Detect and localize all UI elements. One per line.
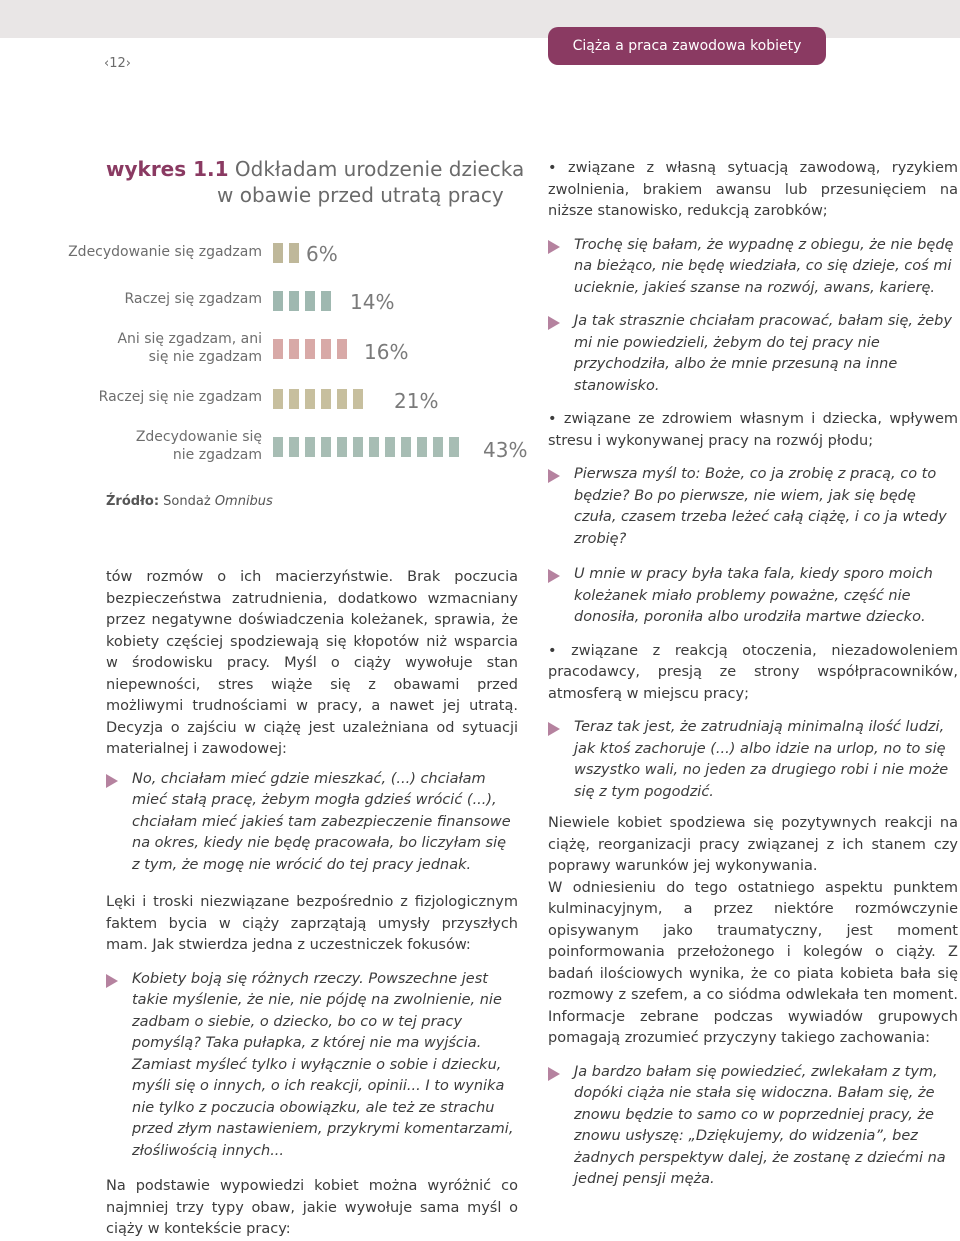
chart-title-line2: w obawie przed utratą pracy — [217, 183, 504, 207]
chart-bar-row — [273, 243, 299, 263]
chart-bar-segment — [353, 437, 363, 457]
chart-bar-segment — [353, 389, 363, 409]
chart-value-label: 16% — [364, 340, 409, 364]
quote: Ja tak strasznie chciałam pracować, bałam się, żeby mi nie powiedzieli, żebym do tej pracy nie przychodziła, albo że mnie przesuną na inne stanowisko. — [548, 311, 958, 397]
chart-title — [106, 156, 524, 208]
chart-bar-segment — [289, 437, 299, 457]
chart-bar-segment — [337, 339, 347, 359]
chart-value-label: 6% — [306, 242, 338, 266]
quote: No, chciałam mieć gdzie mieszkać, (...) chciałam mieć stałą pracę, żebym mogła gdzieś wrócić (...), chciałam mieć jakieś tam zabezpieczenie finansowe na okres, kiedy nie będę pracowała, bo liczyłam się z tym, że mogę nie wrócić do tej pracy jednak. — [106, 769, 518, 877]
chart-value-label: 21% — [394, 389, 439, 413]
left-column — [106, 567, 518, 1241]
quote: Kobiety boją się różnych rzeczy. Powszechne jest takie myślenie, że nie, nie pójdę na zwolnienie, nie zadbam o siebie, o dziecko, bo co w tej pracy pomyślą? Taka pułapka, z której nie ma wyjścia. Zamiast myśleć tylko i wyłącznie o sobie i dziecku, myśli się o innych, o ich reakcji, opinii... I to wynika nie tylko z poczucia obowiązku, ale też ze strachu przed złym nastawieniem, przykrymi komentarzami, złośliwością innych... — [106, 969, 518, 1163]
chart-bar-segment — [273, 291, 283, 311]
chart-bar-segment — [305, 339, 315, 359]
body-paragraph: Niewiele kobiet spodziewa się pozytywnych reakcji na ciążę, reorganizacji pracy związanej z ich stanem czy poprawy warunków jej wykonywania. — [548, 815, 958, 874]
chart-bar-segment — [273, 243, 283, 263]
bullet-item: • związane ze zdrowiem własnym i dziecka, wpływem stresu i wykonywanej pracy na rozwój płodu; — [548, 411, 958, 449]
quote: Pierwsza myśl to: Boże, co ja zrobię z pracą, co to będzie? Bo po pierwsze, nie wiem, jak się będę czuła, czasem trzeba leżeć całą ciążę, i co ja wtedy zrobię? — [548, 464, 958, 550]
chart-bar-row — [273, 339, 347, 359]
chart-value-label: 14% — [350, 290, 395, 314]
chart-label: wykres 1.1 — [106, 157, 229, 181]
chart-bar-row — [273, 291, 331, 311]
chart-bar-segment — [289, 389, 299, 409]
body-paragraph: tów rozmów o ich macierzyństwie. Brak poczucia bezpieczeństwa zatrudnienia, dodatkowo wzmacniany przez negatywne doświadczenia koleżanek, sprawia, że kobiety częściej spodziewają się kłopotów niż wsparcia w środowisku pracy. Myśl o ciąży wywołuje stan niepewności, stres wiąże się z obawami przed możliwymi trudnościami w pracy, a nawet jej utratą. Decyzja o zajściu w ciążę jest uzależniana od sytuacji materialnej i zawodowej: — [106, 569, 518, 757]
chart-category-label: Raczej się nie zgadzam — [98, 389, 262, 405]
body-paragraph: W odniesieniu do tego ostatniego aspektu punktem kulminacyjnym, a przez niektóre rozmówczynie opisywanym jako traumatyczny, jest moment poinformowania przełożonego i kolegów o ciąży. Z badań ilościowych wynika, że co piata kobieta bała się rozmowy z szefem, a co siódma odwlekała ten moment. Informacje zebrane podczas wywiadów grupowych pomagają zrozumieć przyczyny takiego zachowania: — [548, 879, 958, 1046]
chart-title-line1: Odkładam urodzenie dziecka — [234, 157, 525, 181]
chart-bar-segment — [417, 437, 427, 457]
chart-bar-segment — [321, 389, 331, 409]
chart-bar-segment — [433, 437, 443, 457]
chart-bar-segment — [289, 243, 299, 263]
quote: Teraz tak jest, że zatrudniają minimalną ilość ludzi, jak ktoś zachoruje (...) albo idzie na urlop, no to się wszystko wali, no jeden za drugiego robi i nie może się z tym pogodzić. — [548, 717, 958, 803]
quote: U mnie w pracy była taka fala, kiedy sporo moich koleżanek miało problemy poważne, część nie donosiła, poroniła albo urodziła martwe dziecko. — [548, 564, 958, 629]
chart-bar-segment — [289, 339, 299, 359]
chart-category-label: Ani się zgadzam, ani się nie zgadzam — [117, 331, 262, 365]
bullet-item: • związane z własną sytuacją zawodową, ryzykiem zwolnienia, brakiem awansu lub przesunięciem na niższe stanowisko, redukcją zarobków; — [548, 160, 958, 219]
bullet-item: • związane z reakcją otoczenia, niezadowoleniem pracodawcy, presją ze strony współpracowników, atmosferą w miejscu pracy; — [548, 642, 958, 702]
chart-bar-segment — [273, 389, 283, 409]
chart-bar-segment — [321, 437, 331, 457]
quote: Ja bardzo bałam się powiedzieć, zwlekałam z tym, dopóki ciąża nie stała się widoczna. Bałam się, że znowu będzie to samo co w poprzedniej pracy, że znowu usłyszę: „Dziękujemy, do widzenia”, bez żadnych perspektyw dalej, że zostanę z dziećmi na jednej pensji męża. — [548, 1062, 958, 1191]
chart-bar-segment — [401, 437, 411, 457]
chart-bar-segment — [305, 389, 315, 409]
quote: Trochę się bałam, że wypadnę z obiegu, że nie będę na bieżąco, nie będę wiedziała, co się dzieje, coś mi ucieknie, jakieś szanse na rozwój, awans, karierę. — [548, 235, 958, 300]
chart-bar-segment — [321, 339, 331, 359]
chart-bar-segment — [337, 437, 347, 457]
chart-category-label: Zdecydowanie się nie zgadzam — [135, 429, 262, 463]
chart-source: Źródło: Sondaż Omnibus — [106, 494, 273, 509]
chart-category-label: Raczej się zgadzam — [124, 291, 262, 307]
chart-bar-segment — [305, 437, 315, 457]
body-paragraph: Lęki i troski niezwiązane bezpośrednio z fizjologicznym faktem bycia w ciąży zaprzątają umysły przyszłych mam. Jak stwierdza jedna z uczestniczek fokusów: — [106, 894, 518, 953]
chart-bar-segment — [305, 291, 315, 311]
page-number: ‹12› — [104, 56, 131, 71]
chart-bar-segment — [321, 291, 331, 311]
chart-bar-row — [273, 389, 363, 409]
right-column — [548, 158, 958, 1191]
section-tab: Ciąża a praca zawodowa kobiety — [548, 27, 826, 65]
chart-bar-segment — [289, 291, 299, 311]
chart-bar-segment — [449, 437, 459, 457]
chart-bar-segment — [369, 437, 379, 457]
body-paragraph: Na podstawie wypowiedzi kobiet można wyróżnić co najmniej trzy typy obaw, jakie wywołuje sama myśl o ciąży w kontekście pracy: — [106, 1178, 518, 1237]
chart-bar-segment — [337, 389, 347, 409]
chart-category-label: Zdecydowanie się zgadzam — [68, 244, 262, 260]
chart-bar-segment — [385, 437, 395, 457]
chart-bar-segment — [273, 339, 283, 359]
chart-value-label: 43% — [483, 438, 528, 462]
chart-bar-segment — [273, 437, 283, 457]
chart-bar-row — [273, 437, 459, 457]
